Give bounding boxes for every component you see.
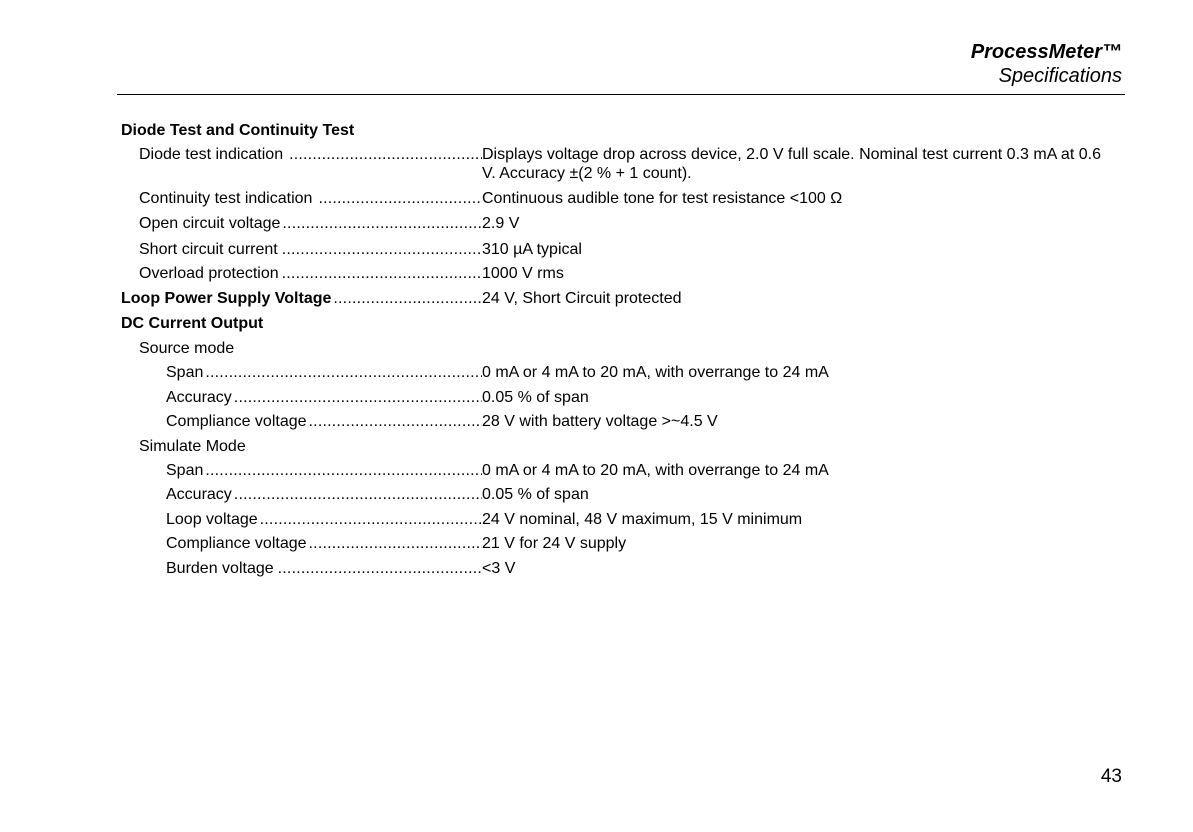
spec-value: 310 µA typical — [482, 241, 582, 258]
spec-label: Compliance voltage — [166, 413, 307, 430]
spec-value: Displays voltage drop across device, 2.0 V full scale. Nominal test current 0.3 mA at 0.6 V. Accuracy ±(2 % + 1 count). — [482, 146, 1101, 182]
spec-value: 21 V for 24 V supply — [482, 535, 627, 552]
leader-dots — [282, 214, 482, 233]
spec-value: 1000 V rms — [482, 265, 564, 282]
leader-dots — [282, 264, 482, 283]
spec-value: 0 mA or 4 mA to 20 mA, with overrange to 24 mA — [482, 364, 829, 381]
spec-label: Overload protection — [139, 265, 279, 282]
document-title: ProcessMeter™ — [970, 41, 1122, 63]
spec-value: Continuous audible tone for test resistance <100 Ω — [482, 190, 843, 207]
leader-dots — [234, 485, 482, 504]
leader-dots — [234, 388, 482, 407]
spec-value: 24 V nominal, 48 V maximum, 15 V minimum — [482, 511, 803, 528]
spec-label: Short circuit current — [139, 241, 278, 258]
spec-label: Open circuit voltage — [139, 215, 281, 232]
section-title: Specifications — [998, 65, 1122, 87]
leader-dots — [289, 145, 482, 164]
spec-label: Continuity test indication — [139, 190, 313, 207]
subsection-heading: Simulate Mode — [139, 438, 246, 455]
leader-dots — [260, 510, 482, 529]
spec-label: Diode test indication — [139, 146, 284, 163]
spec-value: 2.9 V — [482, 215, 520, 232]
spec-label: Burden voltage — [166, 560, 274, 577]
spec-value: 0.05 % of span — [482, 486, 589, 503]
spec-label: Span — [166, 462, 204, 479]
spec-value: 0.05 % of span — [482, 389, 589, 406]
page-number: 43 — [1100, 766, 1122, 787]
header-rule — [117, 94, 1125, 95]
spec-label: Span — [166, 364, 204, 381]
leader-dots — [205, 363, 482, 382]
spec-value: 24 V, Short Circuit protected — [482, 290, 682, 307]
spec-label: Accuracy — [166, 486, 232, 503]
subsection-heading: Source mode — [139, 340, 235, 357]
leader-dots — [318, 189, 482, 208]
leader-dots — [278, 559, 482, 578]
spec-value: <3 V — [482, 560, 516, 577]
spec-value: 0 mA or 4 mA to 20 mA, with overrange to 24 mA — [482, 462, 829, 479]
leader-dots — [333, 289, 482, 308]
spec-label: Loop Power Supply Voltage — [121, 290, 332, 307]
leader-dots — [309, 534, 482, 553]
spec-label: Compliance voltage — [166, 535, 307, 552]
section-heading: Diode Test and Continuity Test — [121, 122, 355, 139]
spec-label: Loop voltage — [166, 511, 258, 528]
leader-dots — [282, 240, 482, 259]
leader-dots — [205, 461, 482, 480]
running-header — [971, 40, 1122, 88]
section-heading: DC Current Output — [121, 315, 264, 332]
leader-dots — [309, 412, 482, 431]
spec-label: Accuracy — [166, 389, 232, 406]
spec-value: 28 V with battery voltage >~4.5 V — [482, 413, 718, 430]
